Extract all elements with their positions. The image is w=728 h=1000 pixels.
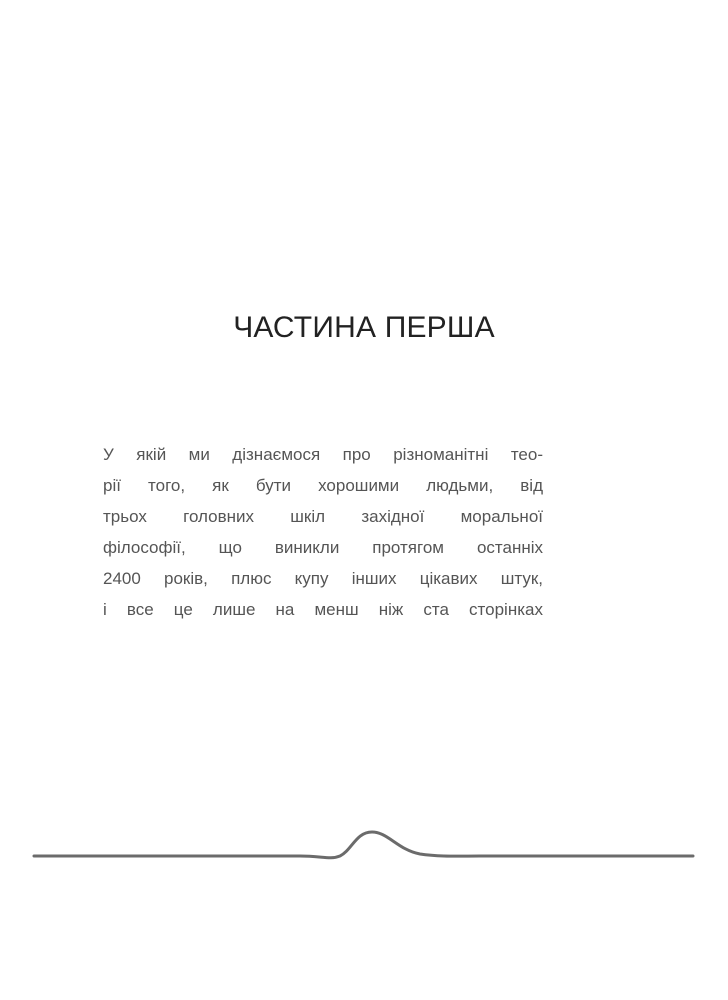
intro-line: філософії, що виникли протягом останніх xyxy=(103,538,543,557)
part-title: ЧАСТИНА ПЕРША xyxy=(233,311,495,344)
intro-line: трьох головних шкіл західної моральної xyxy=(103,507,543,526)
part-intro-paragraph xyxy=(103,439,543,625)
intro-line: У якій ми дізнаємося про різноманітні тео- xyxy=(103,445,543,464)
decorative-wave-line xyxy=(0,820,728,890)
intro-line: і все це лише на менш ніж ста сторінках xyxy=(103,600,543,619)
intro-line: 2400 років, плюс купу інших цікавих штук, xyxy=(103,569,543,588)
wave-path xyxy=(34,832,693,858)
intro-line: рії того, як бути хорошими людьми, від xyxy=(103,476,543,495)
